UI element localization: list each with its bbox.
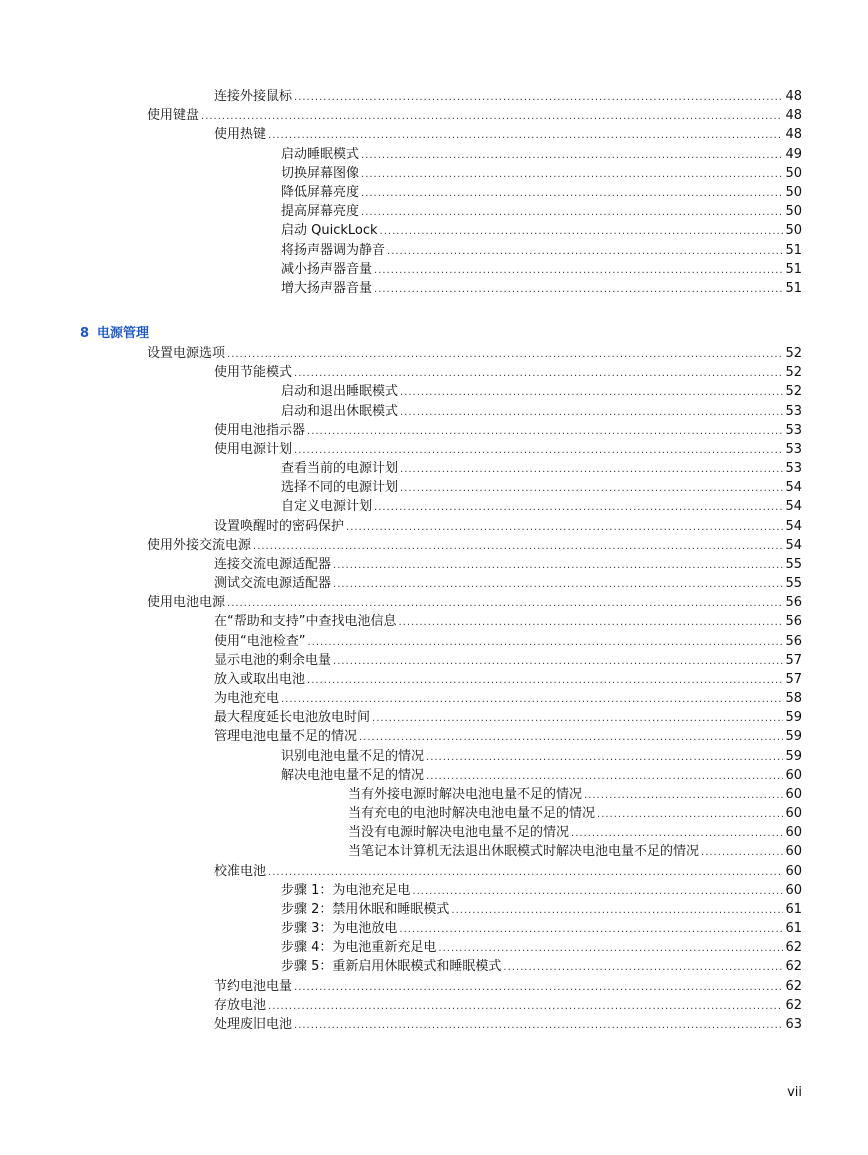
dot-leader — [399, 920, 783, 939]
toc-entry-title: 自定义电源计划 — [281, 499, 373, 515]
toc-entry-title: 识别电池电量不足的情况 — [281, 748, 425, 764]
toc-entry[interactable] — [348, 823, 802, 842]
toc-entry-title: 切换屏幕图像 — [281, 165, 360, 181]
toc-entry-page: 60 — [785, 863, 802, 879]
toc-entry-page: 50 — [785, 204, 802, 220]
toc-entry-page: 48 — [785, 127, 802, 143]
toc-entry[interactable] — [147, 106, 802, 125]
toc-entry[interactable] — [214, 977, 802, 996]
toc-entry-title: 降低屏幕亮度 — [281, 185, 360, 200]
toc-entry[interactable] — [281, 478, 802, 497]
toc-entry-page: 48 — [785, 89, 802, 104]
toc-entry[interactable] — [214, 612, 802, 631]
toc-entry-page: 50 — [785, 165, 802, 181]
toc-entry-page: 63 — [785, 1016, 802, 1032]
toc-entry-page: 60 — [785, 882, 802, 898]
dot-leader — [346, 518, 783, 537]
toc-entry-title: 启动和退出睡眠模式 — [281, 384, 399, 400]
toc-entry-page: 54 — [785, 537, 802, 553]
toc-entry-page: 52 — [785, 365, 802, 381]
toc-entry-title: 启动 QuickLock — [281, 223, 378, 239]
toc-entry[interactable] — [214, 727, 802, 746]
dot-leader — [333, 575, 783, 594]
dot-leader — [307, 671, 783, 690]
toc-entry[interactable] — [214, 1015, 802, 1034]
toc-entry-page: 56 — [785, 614, 802, 630]
toc-entry-page: 61 — [785, 921, 802, 937]
toc-entry-title: 使用外接交流电源 — [147, 537, 252, 553]
toc-entry-title: 使用热键 — [214, 127, 267, 143]
toc-entry-page: 57 — [785, 652, 802, 668]
toc-entry-page: 60 — [785, 786, 802, 802]
toc-entry[interactable] — [214, 670, 802, 689]
toc-entry-title: 步骤 4：为电池重新充足电 — [281, 940, 437, 956]
dot-leader — [374, 280, 783, 299]
dot-leader — [400, 383, 783, 402]
toc-entry-title: 减小扬声器音量 — [281, 261, 373, 277]
dot-leader — [374, 498, 783, 517]
dot-leader — [374, 261, 783, 280]
dot-leader — [359, 728, 783, 747]
toc-entry[interactable] — [348, 785, 802, 804]
toc-entry-page: 60 — [785, 806, 802, 822]
toc-entry[interactable] — [214, 862, 802, 881]
toc-entry[interactable] — [281, 497, 802, 516]
dot-leader — [294, 441, 783, 460]
dot-leader — [701, 843, 783, 862]
toc-entry-page: 62 — [785, 940, 802, 956]
toc-entry-page: 54 — [785, 518, 802, 534]
toc-entry-title: 步骤 3：为电池放电 — [281, 921, 398, 937]
toc-entry-page: 52 — [785, 346, 802, 361]
dot-leader — [333, 652, 783, 671]
dot-leader — [400, 403, 783, 422]
toc-entry[interactable] — [214, 125, 802, 144]
dot-leader — [268, 863, 783, 882]
dot-leader — [361, 165, 783, 184]
toc-entry-page: 60 — [785, 767, 802, 783]
toc-entry-title: 存放电池 — [214, 997, 267, 1013]
toc-entry-page: 49 — [785, 146, 802, 162]
toc-entry[interactable] — [214, 689, 802, 708]
toc-entry[interactable] — [214, 574, 802, 593]
toc-entry-title: 步骤 1：为电池充足电 — [281, 882, 411, 898]
toc-entry-title: 当有充电的电池时解决电池电量不足的情况 — [348, 806, 596, 822]
toc-entry-page: 62 — [785, 959, 802, 975]
toc-entry-page: 51 — [785, 261, 802, 277]
toc-entry-title: 当有外接电源时解决电池电量不足的情况 — [348, 786, 583, 802]
toc-entry-title: 在“帮助和支持”中查找电池信息 — [214, 614, 397, 630]
toc-entry-page: 55 — [785, 576, 802, 592]
toc-entry-title: 查看当前的电源计划 — [281, 461, 399, 477]
dot-leader — [372, 709, 783, 728]
dot-leader — [451, 901, 783, 920]
toc-entry-page: 52 — [785, 384, 802, 400]
toc-entry-page: 54 — [785, 499, 802, 515]
toc-entry-title: 提高屏幕亮度 — [281, 204, 360, 220]
toc-entry[interactable] — [281, 260, 802, 279]
toc-entry-page: 62 — [785, 978, 802, 994]
toc-entry[interactable] — [281, 279, 802, 298]
chapter-number: 8 — [80, 326, 90, 341]
toc-entry[interactable] — [281, 221, 802, 240]
toc-entry-page: 60 — [785, 825, 802, 841]
toc-entry-title: 使用电池指示器 — [214, 422, 306, 438]
toc-entry[interactable] — [214, 363, 802, 382]
dot-leader — [503, 958, 783, 977]
toc-entry-title: 设置唤醒时的密码保护 — [214, 518, 345, 534]
toc-entry-page: 62 — [785, 997, 802, 1013]
toc-entry-page: 53 — [785, 461, 802, 477]
page-number-footer: vii — [787, 1085, 802, 1100]
dot-leader — [307, 633, 783, 652]
toc-entry-page: 59 — [785, 710, 802, 726]
dot-leader — [294, 364, 783, 383]
toc-entry[interactable] — [281, 241, 802, 260]
toc-entry-page: 53 — [785, 403, 802, 419]
dot-leader — [361, 184, 783, 203]
toc-entry-page: 50 — [785, 223, 802, 239]
toc-entry[interactable] — [281, 938, 802, 957]
toc-entry-page: 50 — [785, 185, 802, 200]
toc-entry[interactable] — [214, 996, 802, 1015]
dot-leader — [268, 997, 783, 1016]
toc-entry-page: 59 — [785, 729, 802, 745]
toc-entry-title: 最大程度延长电池放电时间 — [214, 710, 371, 726]
dot-leader — [333, 556, 783, 575]
dot-leader — [227, 345, 783, 364]
toc-entry[interactable] — [281, 459, 802, 478]
dot-leader — [412, 882, 783, 901]
toc-entry-page: 61 — [785, 901, 802, 917]
chapter-title: 电源管理 — [97, 326, 150, 341]
toc-entry-page: 59 — [785, 748, 802, 764]
dot-leader — [400, 460, 783, 479]
toc-entry-title: 连接外接鼠标 — [214, 89, 293, 104]
toc-entry-title: 校准电池 — [214, 863, 267, 879]
toc-entry[interactable] — [281, 402, 802, 421]
toc-entry[interactable] — [281, 145, 802, 164]
dot-leader — [361, 146, 783, 165]
toc-entry[interactable] — [147, 536, 802, 555]
toc-entry-page: 57 — [785, 671, 802, 687]
toc-entry-page: 54 — [785, 480, 802, 496]
dot-leader — [426, 748, 783, 767]
toc-entry-page: 60 — [785, 844, 802, 860]
toc-entry-title: 为电池充电 — [214, 691, 280, 707]
toc-entry-title: 选择不同的电源计划 — [281, 480, 399, 496]
toc-entry-title: 步骤 2：禁用休眠和睡眠模式 — [281, 901, 450, 917]
toc-entry-page: 53 — [785, 441, 802, 457]
toc-entry-title: 连接交流电源适配器 — [214, 556, 332, 572]
toc-entry-title: 使用节能模式 — [214, 365, 293, 381]
dot-leader — [253, 537, 783, 556]
toc-entry[interactable] — [147, 593, 802, 612]
toc-entry-title: 当没有电源时解决电池电量不足的情况 — [348, 825, 570, 841]
toc-entry[interactable] — [281, 881, 802, 900]
toc-entry-title: 增大扬声器音量 — [281, 281, 373, 296]
toc-entry[interactable] — [281, 900, 802, 919]
dot-leader — [361, 203, 783, 222]
toc-entry-title: 放入或取出电池 — [214, 671, 306, 687]
toc-entry-title: 使用键盘 — [147, 108, 200, 124]
toc-entry-title: 将扬声器调为静音 — [281, 242, 386, 258]
toc-entry[interactable] — [281, 747, 802, 766]
toc-entry[interactable] — [281, 957, 802, 976]
toc-entry[interactable] — [214, 440, 802, 459]
dot-leader — [294, 88, 783, 107]
toc-entry[interactable] — [348, 804, 802, 823]
toc-entry-page: 51 — [785, 281, 802, 296]
toc-entry-title: 测试交流电源适配器 — [214, 576, 332, 592]
toc-entry[interactable] — [214, 651, 802, 670]
dot-leader — [597, 805, 783, 824]
toc-entry[interactable] — [281, 164, 802, 183]
toc-entry-title: 使用电池电源 — [147, 595, 226, 611]
toc-entry-title: 当笔记本计算机无法退出休眠模式时解决电池电量不足的情况 — [348, 844, 700, 860]
dot-leader — [571, 824, 783, 843]
toc-entry[interactable] — [214, 517, 802, 536]
dot-leader — [400, 479, 783, 498]
toc-entry[interactable] — [281, 382, 802, 401]
toc-entry-title: 启动和退出休眠模式 — [281, 403, 399, 419]
toc-entry-title: 处理废旧电池 — [214, 1016, 293, 1032]
toc-entry-title: 步骤 5：重新启用休眠模式和睡眠模式 — [281, 959, 502, 975]
toc-entry[interactable] — [348, 842, 802, 861]
dot-leader — [227, 594, 783, 613]
toc-entry-title: 解决电池电量不足的情况 — [281, 767, 425, 783]
dot-leader — [387, 242, 783, 261]
dot-leader — [398, 613, 783, 632]
toc-entry-page: 58 — [785, 691, 802, 707]
toc-entry-page: 48 — [785, 108, 802, 124]
toc-entry-page: 56 — [785, 595, 802, 611]
dot-leader — [307, 422, 783, 441]
toc-entry[interactable] — [214, 632, 802, 651]
toc-entry[interactable] — [281, 202, 802, 221]
toc-entry-title: 管理电池电量不足的情况 — [214, 729, 358, 745]
toc-entry[interactable] — [214, 87, 802, 106]
dot-leader — [201, 107, 783, 126]
toc-entry-title: 设置电源选项 — [147, 346, 226, 361]
toc-entry-page: 51 — [785, 242, 802, 258]
dot-leader — [380, 222, 784, 241]
toc-entry-title: 显示电池的剩余电量 — [214, 652, 332, 668]
toc-entry[interactable] — [147, 344, 802, 363]
dot-leader — [281, 690, 783, 709]
toc-entry-title: 使用电源计划 — [214, 441, 293, 457]
toc-entry[interactable] — [214, 708, 802, 727]
toc-entry[interactable] — [281, 766, 802, 785]
toc-entry-title: 使用“电池检查” — [214, 633, 306, 649]
dot-leader — [584, 786, 783, 805]
toc-entry-title: 启动睡眠模式 — [281, 146, 360, 162]
dot-leader — [426, 767, 783, 786]
dot-leader — [438, 939, 783, 958]
toc-entry-title: 节约电池电量 — [214, 978, 293, 994]
toc-entry[interactable] — [281, 183, 802, 202]
toc-entry-page: 55 — [785, 556, 802, 572]
dot-leader — [268, 126, 783, 145]
toc-entry[interactable] — [214, 555, 802, 574]
chapter-heading[interactable] — [80, 324, 149, 343]
toc-entry[interactable] — [214, 421, 802, 440]
dot-leader — [294, 1016, 783, 1035]
toc-entry-page: 53 — [785, 422, 802, 438]
toc-entry[interactable] — [281, 919, 802, 938]
dot-leader — [294, 978, 783, 997]
toc-entry-page: 56 — [785, 633, 802, 649]
